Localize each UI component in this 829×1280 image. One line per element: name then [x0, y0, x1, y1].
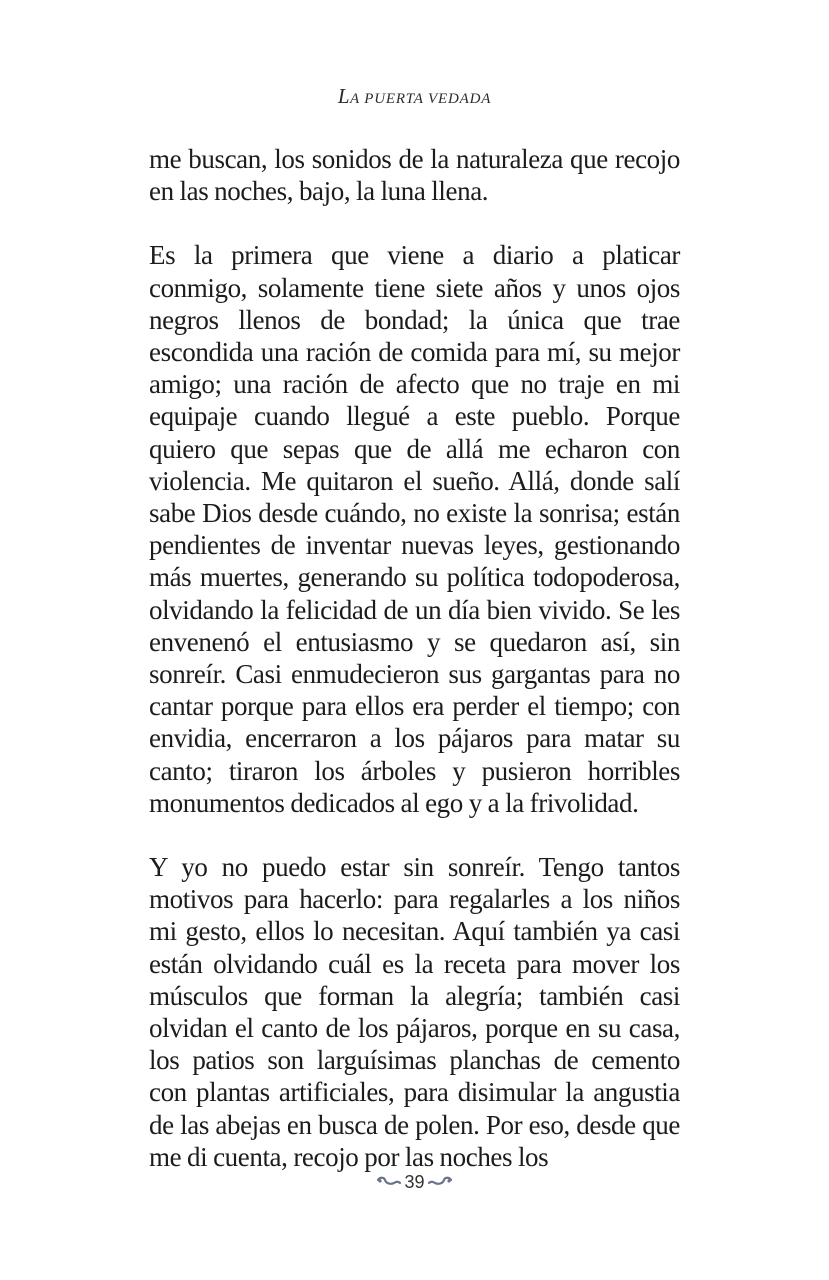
page-footer: [0, 1171, 829, 1193]
body-text: [149, 143, 680, 1173]
running-header: [0, 84, 829, 109]
running-header-initial: L: [337, 84, 351, 108]
running-header-rest: A PUERTA VEDADA: [350, 91, 492, 107]
paragraph-1: me buscan, los sonidos de la naturaleza que recojo en las noches, bajo, la luna llena.: [149, 144, 680, 207]
paragraph-3: Y yo no puedo estar sin sonreír. Tengo tantos motivos para hacerlo: para regalarles a los niños mi gesto, ellos lo necesitan. Aquí también ya casi están olvidando cuál es la receta para mover los músculos que forman la alegría; también casi olvidan el canto de los pájaros, porque en su casa, los patios son larguísimas planchas de cemento con plantas artificiales, para disimular la angustia de las abejas en busca de polen. Por eso, desde que me di cuenta, recojo por las noches los: [149, 852, 680, 1172]
paragraph-2: Es la primera que viene a diario a platicar conmigo, solamente tiene siete años y unos ojos negros llenos de bondad; la única que trae escondida una ración de comida para mí, su mejor amigo; una ración de afecto que no traje en mi equipaje cuando llegué a este pueblo. Porque quiero que sepas que de allá me echaron con violencia. Me quitaron el sueño. Allá, donde salí sabe Dios desde cuándo, no existe la sonrisa; están pendientes de inventar nuevas leyes, gestionando más muertes, generando su política todopoderosa, olvidando la felicidad de un día bien vivido. Se les envenenó el entusiasmo y se quedaron así, sin sonreír. Casi enmudecieron sus gargantas para no cantar porque para ellos era perder el tiempo; con envidia, encerraron a los pájaros para matar su canto; tiraron los árboles y pusieron horribles monumentos dedicados al ego y a la frivolidad.: [149, 240, 680, 818]
right-flourish-icon: [428, 1176, 452, 1188]
left-flourish-icon: [377, 1176, 401, 1188]
page-number: 39: [404, 1172, 425, 1192]
